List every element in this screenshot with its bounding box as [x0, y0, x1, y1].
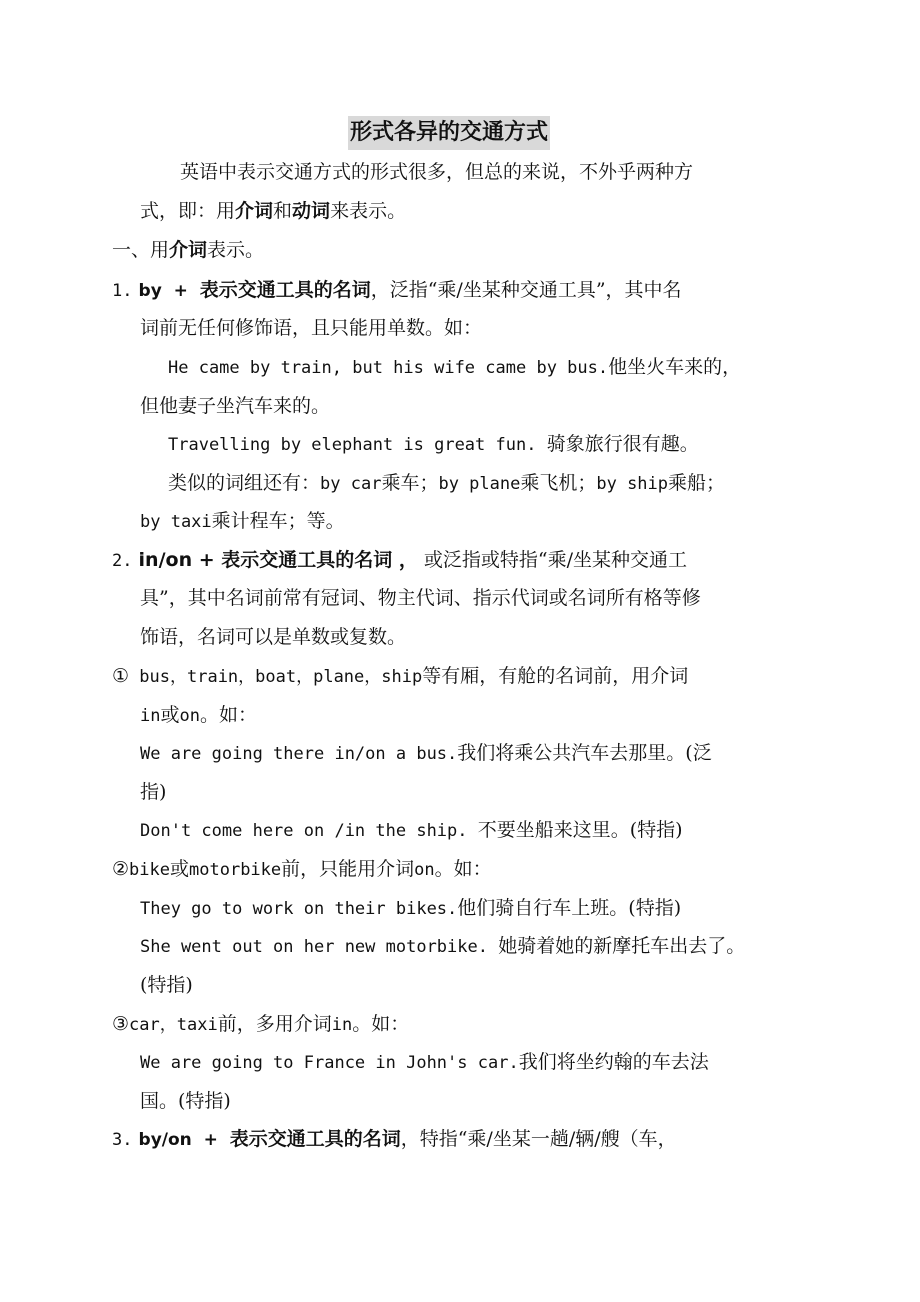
page-title: 形式各异的交通方式: [348, 116, 550, 150]
item-1-line-2: [140, 314, 482, 342]
subitem-english: in: [140, 706, 161, 726]
item-text: ，泛指“乘/坐某种交通工具”，其中名: [370, 279, 682, 301]
similar-phrases-line: [168, 469, 725, 498]
circled-number: ②: [112, 858, 130, 880]
section-bold: 介词: [169, 239, 208, 261]
example-line: [140, 816, 683, 845]
example-english: He came by train, but his wife came by bus.: [168, 358, 609, 378]
circled-number: ①: [112, 665, 130, 687]
example-english: Don't come here on /in the ship.: [140, 821, 478, 841]
example-english: Travelling by elephant is great fun.: [168, 435, 547, 455]
intro-text: 英语中表示交通方式的形式很多，但总的来说，不外乎两种方: [180, 161, 694, 183]
item-2-line-3: [140, 623, 406, 651]
section-text: 表示。: [207, 239, 265, 261]
intro-text: 式，即：用: [140, 200, 236, 222]
example-chinese: 我们将乘公共汽车去那里。(泛: [457, 742, 712, 764]
subitem-3-line-1: [112, 1010, 409, 1039]
subitem-english: on: [179, 706, 200, 726]
example-line: [140, 778, 166, 806]
intro-text: 和: [273, 200, 293, 222]
subitem-english: car，taxi: [129, 1015, 218, 1035]
example-english: They go to work on their bikes.: [140, 899, 458, 919]
example-chinese: 不要坐船来这里。(特指): [477, 819, 683, 841]
example-chinese: 他们骑自行车上班。(特指): [457, 897, 682, 919]
intro-bold-verb: 动词: [292, 200, 331, 222]
example-chinese: 但他妻子坐汽车来的。: [140, 395, 331, 417]
item-bold-by: by/on +: [138, 1130, 230, 1150]
phrase-chinese: 乘船；: [668, 472, 726, 494]
subitem-text: 。如：: [199, 704, 257, 726]
subitem-text: 或: [160, 704, 180, 726]
item-number: 2.: [112, 551, 133, 571]
example-english: She went out on her new motorbike.: [140, 937, 499, 957]
subitem-text: 等有厢，有舱的名词前，用介词: [422, 665, 689, 687]
example-line: [140, 932, 745, 961]
item-number: 1.: [112, 281, 133, 301]
intro-line-2: [140, 197, 406, 225]
circled-number: ③: [112, 1013, 130, 1035]
phrase-english: by ship: [596, 474, 669, 494]
subitem-english: bike: [129, 860, 170, 880]
example-line: [168, 430, 699, 459]
subitem-english: on: [414, 860, 435, 880]
example-line: [168, 353, 741, 382]
example-chinese: 他坐火车来的，: [608, 356, 742, 378]
intro-line-1: [180, 158, 693, 186]
example-chinese: 指): [140, 781, 167, 803]
item-bold-heading: in/on + 表示交通工具的名词 ，: [138, 549, 418, 571]
subitem-text: 或: [170, 858, 190, 880]
subitem-english: bus，train，boat，plane，ship: [129, 667, 423, 687]
subitem-english: in: [331, 1015, 353, 1035]
item-text: 具”，其中名词前常有冠词、物主代词、指示代词或名词所有格等修: [140, 587, 701, 609]
item-2-line-2: [140, 584, 701, 612]
item-bold-noun: 表示交通工具的名词: [229, 1128, 401, 1150]
subitem-text: 。如：: [352, 1013, 410, 1035]
intro-text: 来表示。: [330, 200, 407, 222]
subitem-1-line-1: [112, 662, 688, 691]
example-chinese: 骑象旅行很有趣。: [546, 433, 699, 455]
subitem-1-line-2: [140, 701, 257, 730]
intro-bold-preposition: 介词: [235, 200, 274, 222]
subitem-text: 前，只能用介词: [281, 858, 415, 880]
item-bold-by: by +: [138, 281, 200, 301]
item-text: 词前无任何修饰语，且只能用单数。如：: [140, 317, 483, 339]
item-text: ，特指“乘/坐某一趟/辆/艘（车，: [400, 1128, 677, 1150]
item-text: 饰语，名词可以是单数或复数。: [140, 626, 407, 648]
section-text: 一、用: [112, 239, 170, 261]
example-chinese: 我们将坐约翰的车去法: [518, 1051, 709, 1073]
item-bold-noun: 表示交通工具的名词: [199, 279, 371, 301]
subitem-2-line-1: [112, 855, 492, 884]
example-line: [140, 1048, 709, 1077]
section-1-heading: [112, 236, 264, 264]
example-english: We are going there in/on a bus.: [140, 744, 458, 764]
item-2-line-1: [112, 546, 687, 575]
example-chinese: (特指): [140, 974, 193, 996]
subitem-text: 。如：: [434, 858, 492, 880]
phrase-english: by taxi: [140, 512, 212, 532]
subitem-text: 前，多用介词: [217, 1013, 332, 1035]
similar-phrases-line: [140, 507, 345, 536]
phrase-english: by car: [320, 474, 382, 494]
item-number: 3.: [112, 1130, 133, 1150]
similar-text: 类似的词组还有：: [168, 472, 321, 494]
item-1-line-1: [112, 276, 682, 305]
phrase-chinese: 乘计程车；等。: [211, 510, 345, 532]
item-text: 或泛指或特指“乘/坐某种交通工: [423, 549, 688, 571]
phrase-chinese: 乘车；: [381, 472, 439, 494]
item-3-line-1: [112, 1125, 677, 1154]
example-line: [140, 894, 681, 923]
example-line: [140, 1087, 231, 1115]
example-line: [140, 971, 193, 999]
example-line: [140, 392, 330, 420]
subitem-english: motorbike: [189, 860, 282, 880]
phrase-chinese: 乘飞机；: [520, 472, 597, 494]
example-chinese: 国。(特指): [140, 1090, 231, 1112]
example-english: We are going to France in John's car.: [140, 1053, 519, 1073]
example-line: [140, 739, 712, 768]
phrase-english: by plane: [438, 474, 521, 494]
example-chinese: 她骑着她的新摩托车出去了。: [498, 935, 746, 957]
